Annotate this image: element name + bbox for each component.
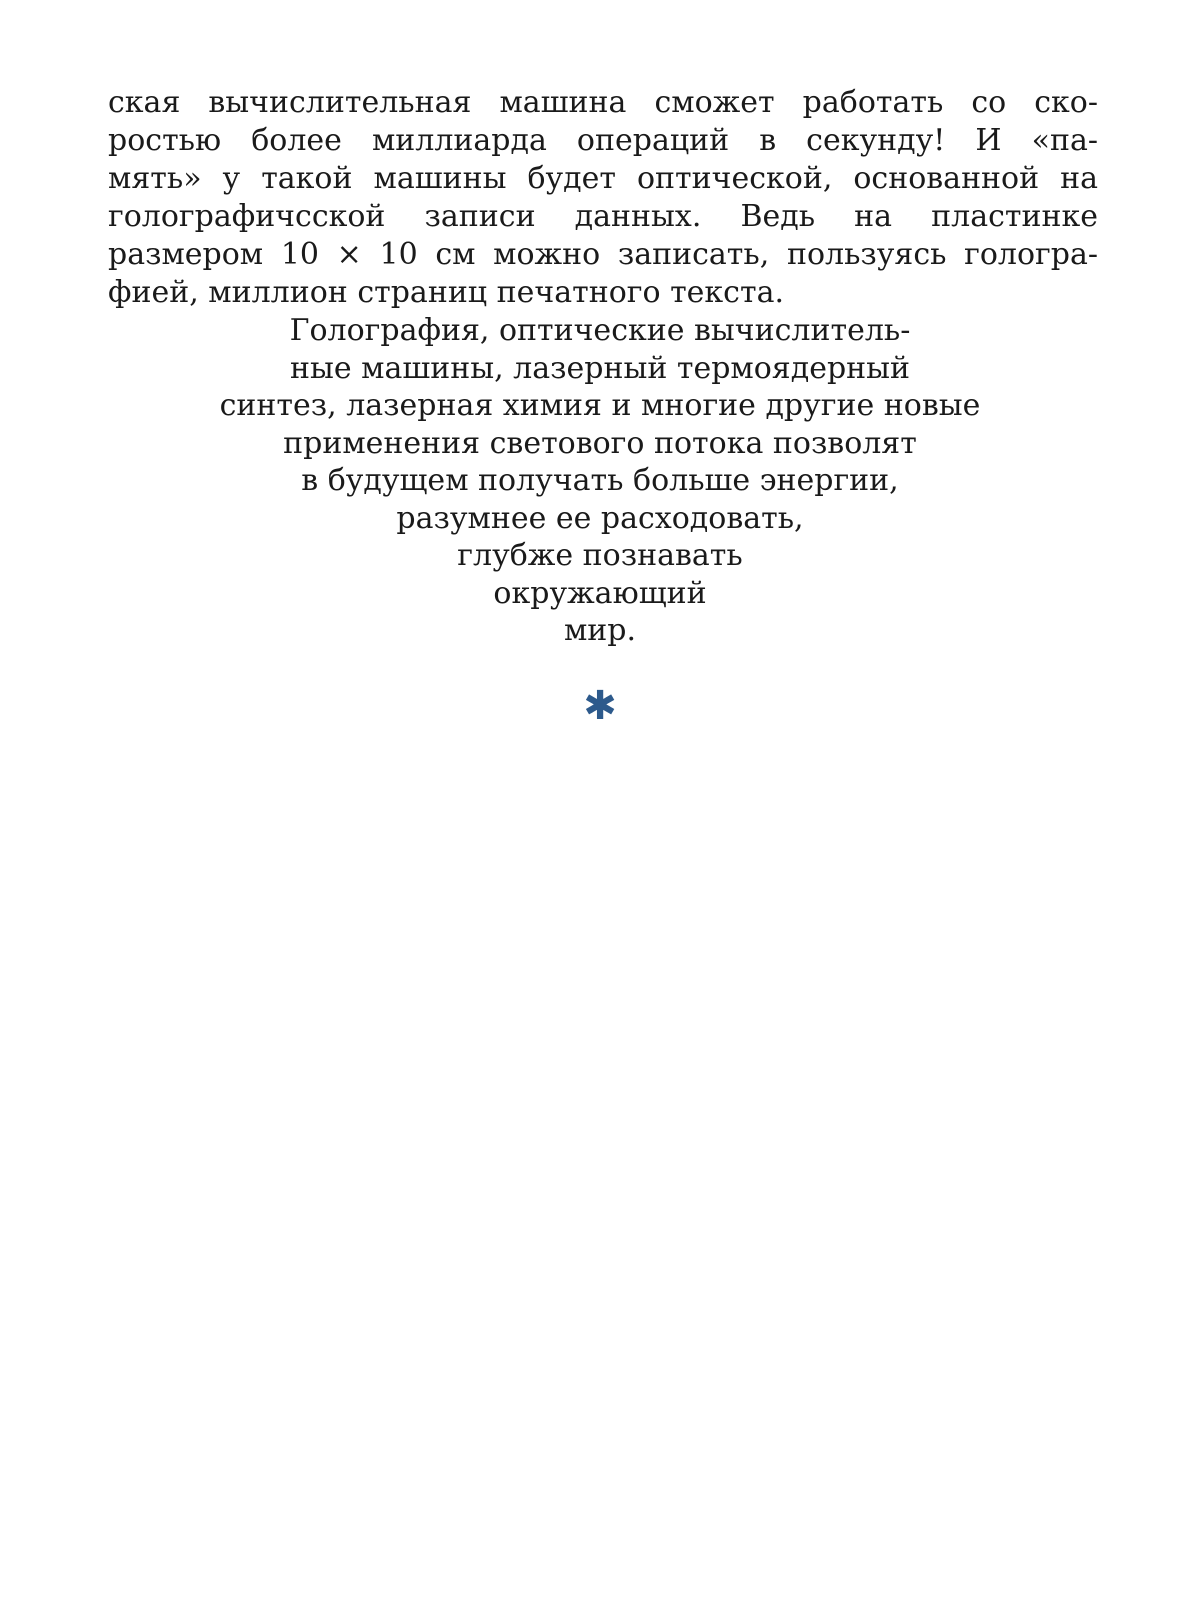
verse-line: разумнее ее расходовать, <box>396 500 804 536</box>
verse-line: окружающий <box>493 575 707 611</box>
verse-line: глубже познавать <box>457 538 743 573</box>
verse-line: синтез, лазерная химия и многие другие новые <box>219 388 981 423</box>
verse-line: применения светового потока позволят <box>283 425 917 461</box>
paragraph-line: размером 10 × 10 см можно записать, пользуясь гологра- <box>108 237 1098 272</box>
paragraph-line: голографичсской записи данных. Ведь на пластинке <box>108 199 1098 234</box>
paragraph-line: мять» у такой машины будет оптической, основанной на <box>108 161 1098 196</box>
asterisk-ornament-icon: ✱ <box>583 683 617 729</box>
paragraph-line: ростью более миллиарда операций в секунду! И «па- <box>108 123 1098 158</box>
verse-line: ные машины, лазерный термоядерный <box>289 350 911 386</box>
paragraph-line: ская вычислительная машина сможет работать со ско- <box>108 85 1098 120</box>
body-paragraph <box>108 84 1098 312</box>
verse-line: Голография, оптические вычислитель- <box>289 313 911 348</box>
paragraph-line: фией, миллион страниц печатного текста. <box>108 275 784 310</box>
verse-line: в будущем получать больше энергии, <box>301 463 899 498</box>
closing-verse <box>0 312 1200 650</box>
verse-line: мир. <box>563 613 637 648</box>
